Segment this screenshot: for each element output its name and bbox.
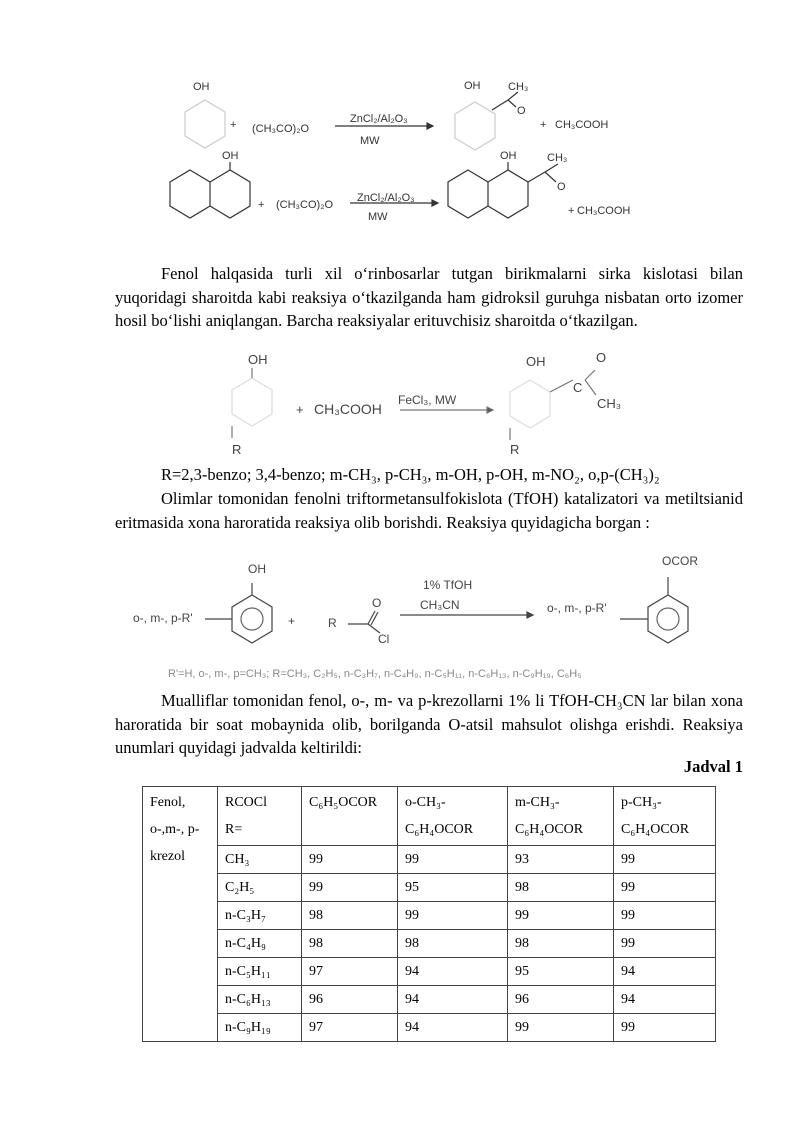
table-cell: 95	[398, 874, 508, 902]
table-cell: 94	[614, 958, 716, 986]
table-cell: 97	[302, 958, 398, 986]
svg-text:OH: OH	[500, 150, 517, 162]
table-cell: 99	[614, 1014, 716, 1042]
table-header-line: RCOCl	[225, 795, 268, 810]
table-row	[143, 874, 716, 902]
table-cell: 96	[302, 986, 398, 1014]
svg-text:OH: OH	[248, 352, 268, 367]
product-substituent-label: o-, m-, p-R'	[547, 601, 607, 615]
table-row	[143, 902, 716, 930]
svg-text:+: +	[568, 205, 575, 217]
table-cell: 98	[508, 930, 614, 958]
table-row	[143, 846, 716, 874]
svg-text:CH₃: CH₃	[597, 396, 622, 411]
solvent: CH₃CN	[420, 598, 460, 612]
table-header-line: C₆H₅OCOR	[309, 795, 378, 810]
table-header-cell	[614, 787, 716, 846]
svg-text:+: +	[230, 119, 237, 131]
oh-label: OH	[193, 81, 210, 93]
table-cell: C₂H₅	[218, 874, 302, 902]
scheme-footnote: R'=H, o-, m-, p=CH₃; R=CH₃, C₂H₅, n-C₃H₇, n-C₄H₉, n-C₅H₁₁, n-C₆H₁₃, n-C₉H₁₉, C₆H₅	[168, 668, 582, 680]
product-ring	[455, 102, 495, 150]
row-group-label-line: o-,m-, p-	[150, 822, 200, 837]
table-cell: n-C₅H₁₁	[218, 958, 302, 986]
table-row	[143, 1014, 716, 1042]
paragraph-2: Olimlar tomonidan fenolni triftormetansulfokislota (TfOH) katalizatori va metiltsianid eritmasida xona haroratida reaksiya olib borishdi. Reaksiya quyidagicha borgan :	[115, 489, 743, 532]
svg-text:OCOR: OCOR	[662, 555, 698, 568]
svg-text:O: O	[372, 596, 382, 610]
table-cell: 99	[614, 846, 716, 874]
scheme-acylation-fecl3	[0, 350, 800, 462]
catalyst: FeCl₃, MW	[398, 393, 457, 407]
catalyst: 1% TfOH	[423, 578, 473, 592]
svg-text:OH: OH	[464, 80, 481, 92]
table-cell: 95	[508, 958, 614, 986]
table-cell: 99	[614, 902, 716, 930]
reagent-anhydride: (CH₃CO)₂O	[276, 199, 334, 211]
table-row	[143, 986, 716, 1014]
table-header-cell	[302, 787, 398, 846]
phenol-ring	[232, 378, 272, 426]
acetylnaphthol-ring	[448, 170, 488, 218]
table-cell: 99	[398, 846, 508, 874]
table-cell: 94	[398, 1014, 508, 1042]
table-cell: 94	[614, 986, 716, 1014]
table-header-cell	[508, 787, 614, 846]
table-header-line: C₆H₄OCOR	[621, 822, 690, 837]
table-cell: n-C₉H₁₉	[218, 1014, 302, 1042]
r-substituents-line: R=2,3-benzo; 3,4-benzo; m-CH₃, p-CH₃, m-OH, p-OH, m-NO₂, o,p-(CH₃)₂	[161, 465, 660, 484]
table-cell: n-C₃H₇	[218, 902, 302, 930]
table-cell: 99	[508, 902, 614, 930]
table-cell: 94	[398, 958, 508, 986]
svg-text:O: O	[517, 105, 526, 117]
svg-text:MW: MW	[368, 211, 388, 223]
svg-text:MW: MW	[360, 135, 380, 147]
catalyst: ZnCl₂/Al₂O₃	[357, 192, 415, 204]
table-header-line: p-CH₃-	[621, 795, 662, 810]
table-header-row	[143, 787, 716, 846]
svg-text:O: O	[596, 350, 607, 365]
phenol-ring	[232, 595, 272, 643]
table-cell: 99	[302, 846, 398, 874]
table-cell: 96	[508, 986, 614, 1014]
yield-table	[142, 786, 716, 1042]
table-cell: 99	[614, 874, 716, 902]
svg-text:OH: OH	[248, 562, 266, 576]
svg-text:CH₃: CH₃	[547, 152, 568, 164]
svg-text:R: R	[232, 442, 242, 457]
svg-text:+: +	[296, 402, 304, 417]
table-caption: Jadval 1	[683, 757, 743, 776]
byproduct: CH₃COOH	[555, 119, 609, 131]
byproduct: CH₃COOH	[577, 205, 631, 217]
svg-text:+: +	[288, 614, 296, 628]
svg-text:CH₃: CH₃	[508, 81, 529, 93]
table-header-cell	[398, 787, 508, 846]
svg-text:R: R	[510, 442, 520, 457]
phenol-ring	[185, 100, 225, 148]
catalyst: ZnCl₂/Al₂O₃	[350, 113, 408, 125]
table-cell: 94	[398, 986, 508, 1014]
table-cell: 98	[398, 930, 508, 958]
table-cell: 98	[508, 874, 614, 902]
scheme-acetylation-zncl2	[0, 70, 800, 230]
table-cell: 93	[508, 846, 614, 874]
svg-text:+: +	[540, 119, 547, 131]
table-cell: 99	[398, 902, 508, 930]
svg-text:+: +	[258, 199, 265, 211]
substituent-label: o-, m-, p-R'	[133, 611, 193, 625]
reagent-anhydride: (CH₃CO)₂O	[252, 123, 310, 135]
table-header-line: m-CH₃-	[515, 795, 560, 810]
row-group-label-line: krezol	[150, 849, 185, 864]
svg-text:Cl: Cl	[378, 632, 390, 646]
table-cell: 99	[508, 1014, 614, 1042]
table-row	[143, 930, 716, 958]
table-header-line: R=	[225, 822, 243, 837]
row-group-label	[143, 787, 218, 1042]
row-group-label-line: Fenol,	[150, 795, 186, 810]
table-cell: 98	[302, 902, 398, 930]
table-cell: 99	[614, 930, 716, 958]
paragraph-1: Fenol halqasida turli xil o‘rinbosarlar tutgan birikmalarni sirka kislotasi bilan yuqoridagi sharoitda kabi reaksiya o‘tkazilganda ham gidroksil guruhga nisbatan orto izomer hosil bo‘lishi aniqlangan. Barcha reaksiyalar erituvchisiz sharoitda o‘tkazilgan.	[115, 264, 743, 331]
paragraph-3: Mualliflar tomonidan fenol, o-, m- va p-krezollarni 1% li TfOH-CH₃CN lar bilan xona haroratida bir soat mobaynida olib, borilganda O-atsil mahsulot olishga erishdi. Reaksiya unumlari quyidagi jadvalda keltirildi:	[115, 691, 743, 758]
product-ring	[510, 380, 550, 428]
svg-text:OH: OH	[222, 150, 239, 162]
table-header-line: C₆H₄OCOR	[515, 822, 584, 837]
naphthol-ring	[170, 170, 210, 218]
table-cell: n-C₄H₉	[218, 930, 302, 958]
svg-text:O: O	[557, 181, 566, 193]
svg-text:C: C	[573, 380, 583, 395]
product-ring	[648, 595, 688, 643]
scheme-tfoh-acylation	[0, 555, 800, 685]
table-header-line: C₆H₄OCOR	[405, 822, 474, 837]
table-cell: 98	[302, 930, 398, 958]
table-header-line: o-CH₃-	[405, 795, 446, 810]
svg-text:R: R	[328, 616, 337, 630]
table-header-cell	[218, 787, 302, 846]
svg-text:OH: OH	[526, 354, 546, 369]
table-cell: 99	[302, 874, 398, 902]
table-cell: CH₃	[218, 846, 302, 874]
table-cell: n-C₆H₁₃	[218, 986, 302, 1014]
table-cell: 97	[302, 1014, 398, 1042]
reagent-acetic-acid: CH₃COOH	[314, 401, 382, 417]
table-row	[143, 958, 716, 986]
